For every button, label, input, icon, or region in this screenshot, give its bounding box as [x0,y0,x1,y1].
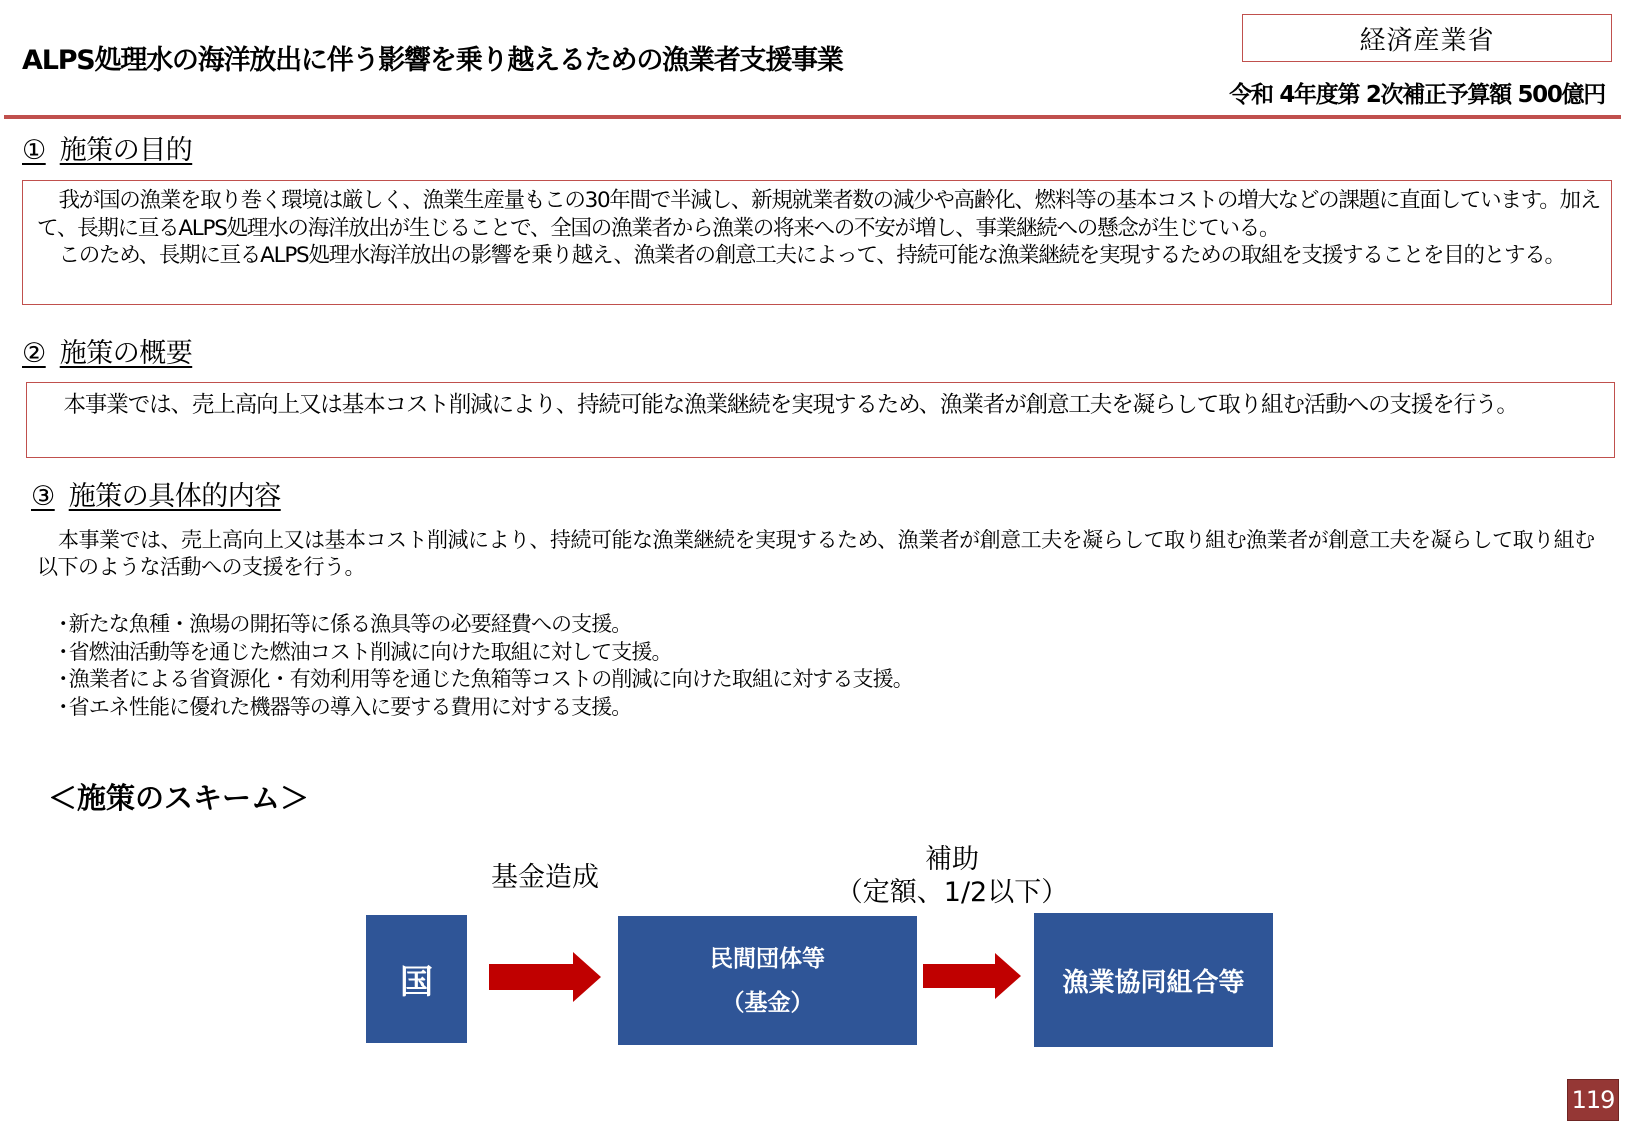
overview-box [26,382,1615,458]
budget-amount: 令和 4年度第 2次補正予算額 500億円 [1229,82,1605,108]
page-title: ALPS処理水の海洋放出に伴う影響を乗り越えるための漁業者支援事業 [22,45,843,76]
node-label: 民間団体等 [710,945,825,972]
section-number: ③ [31,481,55,512]
ministry-name: 経済産業省 [1359,25,1495,56]
section-heading-purpose [22,128,192,167]
arrow-right-icon [923,953,1021,999]
purpose-paragraph-1: 我が国の漁業を取り巻く環境は厳しく、漁業生産量もこの30年間で半減し、新規就業者数の減少や高齢化、燃料等の基本コストの増大などの課題に直面しています。加えて、長期に亘るALPS処理水の海洋放出が生じることで、全国の漁業者から漁業の将来への不安が増し、事業継続への懸念が生じている。 [37,188,1600,241]
details-intro [37,527,1597,581]
subsidy-label: 補助 [925,844,979,875]
bullet-item: ･漁業者による省資源化・有効利用等を通じた魚箱等コストの削減に向けた取組に対する支援。 [58,667,913,691]
bullet-item: ･省エネ性能に優れた機器等の導入に要する費用に対する支援。 [58,694,632,719]
node-private-organization [618,916,917,1045]
node-sublabel: （基金） [721,989,814,1016]
purpose-box [22,180,1612,305]
section-title: 施策の概要 [59,338,193,369]
bullet-marker: ･ [58,694,68,719]
details-bullet-list [58,611,913,721]
bullet-marker: ･ [58,612,68,636]
section-number: ② [22,338,46,369]
ministry-label-box [1242,14,1612,62]
header-divider [4,115,1621,119]
section-title: 施策の具体的内容 [68,481,281,512]
section-heading-overview [22,331,192,370]
scheme-heading: ＜施策のスキーム＞ [48,781,310,815]
details-paragraph: 本事業では、売上高向上又は基本コスト削減により、持続可能な漁業継続を実現するため、漁業者が創意工夫を凝らして取り組む漁業者が創意工夫を凝らして取り組む以下のような活動への支援を行う。 [37,528,1595,579]
bullet-item: ･新たな魚種・漁場の開拓等に係る漁具等の必要経費への支援。 [58,612,632,636]
arrow-right-icon [489,952,601,1002]
bullet-item: ･省燃油活動等を通じた燃油コスト削減に向けた取組に対して支援。 [58,639,672,664]
overview-paragraph: 本事業では、売上高向上又は基本コスト削減により、持続可能な漁業継続を実現するため、漁業者が創意工夫を凝らして取り組む活動への支援を行う。 [63,392,1518,418]
section-number: ① [22,135,46,166]
purpose-paragraph-2: このため、長期に亘るALPS処理水海洋放出の影響を乗り越え、漁業者の創意工夫によって、持続可能な漁業継続を実現するための取組を支援することを目的とする。 [58,243,1565,268]
node-fishery-cooperative: 漁業協同組合等 [1034,913,1273,1047]
subsidy-rate: （定額、1/2以下） [835,877,1069,908]
section-heading-details [31,474,281,513]
page-number: 119 [1567,1079,1619,1121]
section-title: 施策の目的 [59,135,193,166]
bullet-marker: ･ [58,639,68,664]
edge-label-subsidy [822,843,1082,909]
edge-label-fund-creation: 基金造成 [491,862,599,893]
node-country: 国 [366,915,467,1043]
bullet-marker: ･ [58,667,68,691]
